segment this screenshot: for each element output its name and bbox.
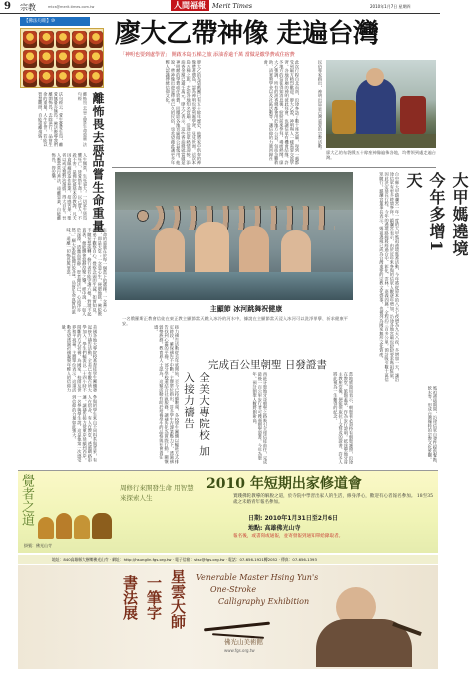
ad2-brand-logo: 佛光山美術館: [224, 638, 263, 646]
lead-subheadline: 「神明也要到處學習」 開啟本島五梯之旅 添油香逾千萬 當做是繳學費或住宿費: [120, 52, 295, 58]
ad-note: 報名後，或書寫或通報，並寄發報到通知單給錄取者。: [233, 534, 344, 539]
sidebar-quote-text: 離怖畏 去惡 品嘗生命重量 法句經: [77, 92, 88, 147]
right-story-headline-1: 大甲媽遶境 今年多增1天: [404, 172, 469, 257]
page-number: 9: [4, 1, 11, 12]
master-portrait: [296, 571, 434, 667]
lead-bottom-rule: [112, 167, 436, 168]
ad-title: 2010 年短期出家修道會: [206, 476, 362, 492]
mid-left-body-1: 美國各地大專院校基督徒學生團體發起接力禱告活動，全美已有數百所大學加入，學生們輪流以二十四小時不間斷的方式祈禱，為國家、校園及世界和平祝福。主辦單位表示，這項活動希望透過祈禱凝聚年輕人的信仰力量。: [61, 325, 98, 393]
retreat-ad: [18, 471, 438, 553]
sidebar-headline-1: 離怖畏去惡: [91, 92, 105, 157]
ad-logo-text: 覺者之道: [19, 474, 34, 526]
sidebar-intro-text: 法句經云：愛生憂愛生畏，離愛無憂亦無畏。佛法教導我們離開怖畏，去除惡行，品嘗生命的重量。人生在世，若能以智慧觀照，自能遠離煩惱。: [38, 92, 64, 147]
masthead: [0, 0, 440, 14]
sidebar-headline-2: 品嘗生命重量: [91, 155, 105, 233]
feature-photo: [115, 172, 353, 300]
lead-photo: [326, 60, 436, 148]
newspaper-logo-en: Merit Times: [212, 2, 253, 10]
right-story-body-2: 媽祖遶境期間，沿途信眾自發性提供餐點、飲水等，形成台灣獨特的宗教文化景觀。: [427, 386, 438, 466]
ad-desc: 實踐佛陀教導的解脫之道，於寺院中學習出家人的生活，修身淨心，歡迎有心者報名參加。 18至35歲之未婚青年報名參加。: [233, 494, 433, 505]
lead-body-col-3: 民俗專家指出，神明出巡是台灣重要的宗教活動。: [318, 60, 323, 153]
mid-col-body: 接力禱告活動從去年底開始，至今已持續數週，各校學生團體以輪班方式排定時段，確保禱告不中斷。主辦單位指出，許多學生在課業壓力下，透過禱告找到心靈的平靜。部分學校還結合社區服務，讓禱告化為實際行動，關懷弱勢族群。教育界人士認為，這類活動有助於培養學生的品格與社會責任感。: [154, 325, 180, 464]
ad2-en-2: One-Stroke: [210, 585, 257, 594]
section-label: 宗教: [20, 3, 36, 12]
ad2-title-3: 書法展: [121, 575, 139, 620]
lead-headline: 廖大乙帶神像 走遍台灣: [115, 19, 379, 49]
ad-footer-bar: 地址：840高雄縣大樹鄉佛光山寺 · 網址：http://hsunglin.fgs.org.tw · 電子信箱：stsc@fgs.org.tw · 電話：07-656-1921轉2052 · 傳真：07-656-1393: [18, 555, 438, 564]
column-tag: 【佛法句睦】⑩: [20, 17, 90, 26]
ad2-en-3: Calligraphy Exhibition: [218, 597, 310, 606]
ad2-title-2: 一筆字: [145, 575, 163, 620]
sidebar-body-2: 生命的重量在於每一個當下的選擇。一念善心起，即是天堂；一念惡心生，便墮地獄。佛陀教導弟子觀察自心，覺察念頭的生滅，如實知見，不隨妄想流轉。修行者若能守護六根，對境不起貪著，便能體會寂靜涅槃之樂。經中說：「如人於深淵，清澈而寧靜，智者聞法已，心清淨亦然。」願大家都能聞法受益，品嘗生命真實的滋味，遠離一切怖畏與罪惡。: [66, 228, 108, 316]
lead-body-col-2: 此次行程自北而南，沿途參訪了數十座宮廟，每到一處都受到廟方熱烈歡迎。廖大乙說，神明與人一樣需要交流學習，各地宮廟的神明彼此拜會，也讓信眾有機會結緣。許多地方的信徒得知消息後，紛紛前來參拜，場面熱鬧。廖大乙強調，所有的油香錢都會用於地方公益，包括急難救助、清寒獎學金以及社區活動等，讓信仰的力量回歸社會。: [263, 60, 300, 165]
ad2-title-1: 星雲大師: [169, 569, 187, 629]
ad-cycle-text: 周修行來開發生命 用智慧來探索人生: [120, 484, 194, 502]
lead-photo-caption: 廖大乙的布袋戲五十餘座神像遍佈各地，均帶領到處走遍台灣。: [326, 150, 436, 161]
ad2-en-1: Venerable Master Hsing Yun's: [196, 573, 319, 582]
sidebar-body-1: 人生無常，生死事大。一切眾生皆畏懼死亡，皆愛惜生命。以己度人，不殺不害，是佛陀最基本的教誨。凡夫因貪瞋癡而造作惡業，招感苦果；聖者以戒定慧對治煩惱，得大自在。吾人應當常行善法，遠離惡業，自能離怖畏，得安樂。: [51, 153, 88, 221]
mid-story-a-headline: 全美大專院校 加入接力禱告: [183, 372, 210, 457]
lead-body-col-1: 廖大乙的布袋戲團已有五十餘年歷史，他將家中供奉的神像帶著環島，認為神明也要到處學習、見見世面。這次本島五梯之旅，走訪各地知名宮廟，沿途信眾熱情迎接，添油香金額已逾千萬元。廖大乙表示，這些香油錢就當做是神明繳的學費或住宿費，回饋給各地宮廟做公益使用。他說，帶神像出遊是傳承已久的民俗，也希望藉此讓更多年輕人認識傳統信仰文化。: [165, 60, 202, 165]
monks-image: [38, 509, 116, 539]
mid-story-b-headline: 完成百公里朝聖 日發證書: [208, 359, 327, 371]
buddha-figures-image: [20, 28, 104, 88]
ad2-url: www.fgs.org.tw: [224, 648, 255, 653]
mid-right-body-2: 當地旅遊局表示，朝聖者必須持有朝聖護照，沿途在教堂、旅館蓋章，作為步行證明。抵達聖地牙哥主教座堂後，便能領取拉丁文寫成的證書，許多人將此視為一生難得的紀念。: [333, 372, 354, 465]
ad-place: 地點: 高雄佛光山寺: [248, 525, 301, 532]
newspaper-logo: 人間福報: [171, 0, 209, 11]
header-rule: [0, 13, 440, 14]
ad-dates: 日期: 2010年1月31日至2月6日: [248, 515, 339, 522]
feature-caption-text: 一名俄羅斯正教會信徒在東正教主顯節當天跳入冰冷的河水中，據說在主顯節當天浸入冰河可以洗淨罪孽、祈求健康平安。: [122, 316, 348, 327]
mid-right-body-1: 西班牙聖地牙哥朝聖之路吸引全球信徒前往，完成最後一百公里步行者可獲頒朝聖證書。今年為聖年，預計朝聖人數將創新高。: [252, 372, 268, 465]
section-email: mtcs@merit-times.com.tw: [48, 5, 95, 9]
issue-date: 2010年1月7日 星期四: [370, 4, 411, 9]
feature-caption-title: 主顯節 冰河跳舞祝健康: [209, 304, 283, 313]
calligraphy-ad: [18, 565, 438, 669]
right-story-body-1: 台中縣大甲鎮瀾宮一年一度的大甲媽祖遶境進香活動，今年將從原本的八天七夜增為九天八夜，多增加一天，讓沿途信眾有更多時間參拜。鎮瀾宮表示，由於近年來參與的信眾人數逐年增加，沿途各地宮廟也紛紛要求媽祖駐駕，因此決定延長行程。今年的遶境路線將經過台中、彰化、雲林、嘉義四縣，全程約三百多公里，預計吸引數十萬信眾隨行。鎮瀾宮董事長表示，媽祖遶境已成為台灣重要的宗教文化盛事，也被列為國家無形文化資產。: [379, 172, 400, 382]
ad-footer-left: 掛號：佛光山寺: [24, 543, 52, 548]
mid-left-body-2: 參與的學生來自不同科系與背景，有人在宿舍、有人在教堂，透過網路串連，讓禱告接力從東岸延續到西岸。一名參與學生說，這是他第一次感受到信仰的力量如此強大。: [72, 395, 98, 463]
